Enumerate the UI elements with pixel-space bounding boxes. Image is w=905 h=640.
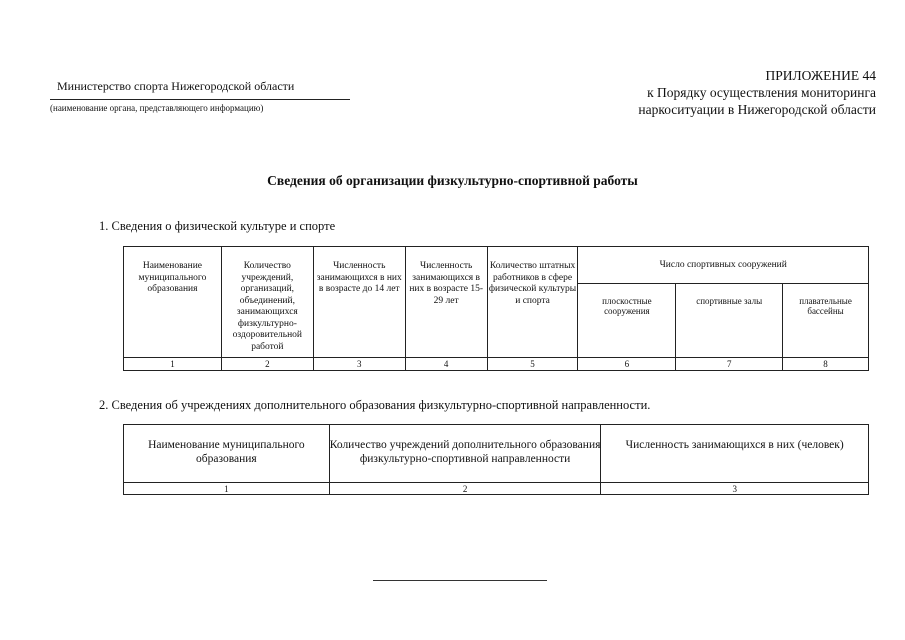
column-header: Наименование муниципального образования: [124, 425, 330, 483]
appendix-line: ПРИЛОЖЕНИЕ 44: [765, 68, 876, 83]
organization-underline: [50, 99, 350, 100]
column-number: 5: [487, 358, 578, 371]
section-1-heading: 1. Сведения о физической культуре и спорте: [99, 219, 336, 233]
column-number: 8: [783, 358, 869, 371]
column-number: 2: [329, 483, 601, 495]
column-number: 6: [578, 358, 676, 371]
column-number: 3: [601, 483, 869, 495]
column-number: 3: [313, 358, 405, 371]
column-number: 1: [124, 483, 330, 495]
column-header: Количество учреждений, организаций, объединений, занимающихся физкультурно-оздоровительной работой: [221, 247, 313, 358]
group-header: Число спортивных сооружений: [578, 247, 869, 284]
signature-line: [373, 580, 547, 581]
organization-name: Министерство спорта Нижегородской области: [57, 79, 295, 93]
column-header: Численность занимающихся в них в возрасте до 14 лет: [313, 247, 405, 358]
section-2-heading: 2. Сведения об учреждениях дополнительного образования физкультурно-спортивной направленности.: [99, 398, 651, 412]
column-number: 7: [676, 358, 783, 371]
column-header: Численность занимающихся в них (человек): [601, 425, 869, 483]
sub-column-header: плавательные бассейны: [783, 284, 869, 358]
document-title: Сведения об организации физкультурно-спортивной работы: [267, 173, 638, 188]
appendix-line: наркоситуации в Нижегородской области: [638, 102, 876, 117]
column-header: Численность занимающихся в них в возрасте 15-29 лет: [405, 247, 487, 358]
column-number: 1: [124, 358, 222, 371]
column-header: Наименование муниципального образования: [124, 247, 222, 358]
column-header: Количество штатных работников в сфере физической культуры и спорта: [487, 247, 578, 358]
organization-caption: (наименование органа, представляющего информацию): [50, 103, 264, 113]
sub-column-header: спортивные залы: [676, 284, 783, 358]
appendix-line: к Порядку осуществления мониторинга: [647, 85, 876, 100]
column-header: Количество учреждений дополнительного образования физкультурно-спортивной направленности: [329, 425, 601, 483]
sub-column-header: плоскостные сооружения: [578, 284, 676, 358]
column-number: 2: [221, 358, 313, 371]
additional-education-table: [123, 424, 869, 495]
column-number: 4: [405, 358, 487, 371]
appendix-reference: [638, 67, 876, 118]
sports-facilities-table: [123, 246, 869, 371]
